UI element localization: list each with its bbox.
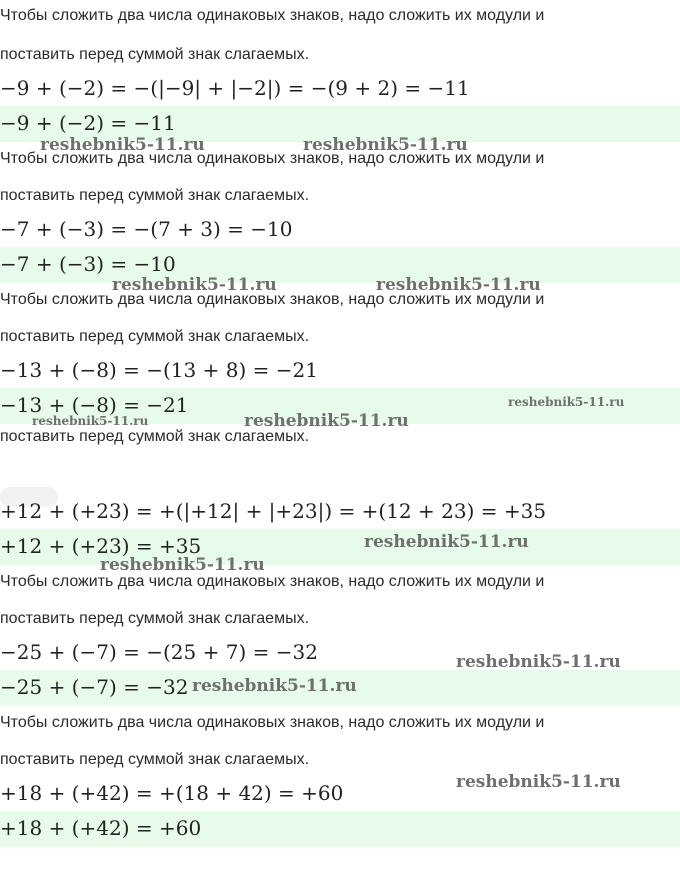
computation: −9 + (−2) = −(|−9| + |−2|) = −(9 + 2) = −11 xyxy=(0,76,470,100)
rule-text-line1: Чтобы сложить два числа одинаковых знаков, надо сложить их модули и xyxy=(0,7,545,24)
watermark: reshebnik5-11.ru xyxy=(456,652,621,672)
watermark: reshebnik5-11.ru xyxy=(456,772,621,792)
watermark: reshebnik5-11.ru xyxy=(32,414,149,428)
rule-text-line1: Чтобы сложить два числа одинаковых знаков, надо сложить их модули и xyxy=(0,714,545,731)
answer: −25 + (−7) = −32 xyxy=(0,675,189,699)
computation: +18 + (+42) = +(18 + 42) = +60 xyxy=(0,781,344,805)
rule-text-line2: поставить перед суммой знак слагаемых. xyxy=(0,187,310,204)
rule-text-line1: Чтобы сложить два числа одинаковых знаков, надо сложить их модули и xyxy=(0,291,545,308)
answer: −13 + (−8) = −21 xyxy=(0,393,189,417)
answer-box xyxy=(0,247,680,283)
watermark: reshebnik5-11.ru xyxy=(244,411,409,431)
rule-text-line2: поставить перед суммой знак слагаемых. xyxy=(0,428,310,445)
watermark: reshebnik5-11.ru xyxy=(376,275,541,295)
watermark: reshebnik5-11.ru xyxy=(100,555,265,575)
watermark: reshebnik5-11.ru xyxy=(40,135,205,155)
watermark: reshebnik5-11.ru xyxy=(364,532,529,552)
computation: −7 + (−3) = −(7 + 3) = −10 xyxy=(0,217,293,241)
watermark: reshebnik5-11.ru xyxy=(192,676,357,696)
rule-text-line2: поставить перед суммой знак слагаемых. xyxy=(0,46,310,63)
rule-text-line1: Чтобы сложить два числа одинаковых знаков, надо сложить их модули и xyxy=(0,573,545,590)
watermark: reshebnik5-11.ru xyxy=(508,395,625,409)
answer: +18 + (+42) = +60 xyxy=(0,816,202,840)
computation: −25 + (−7) = −(25 + 7) = −32 xyxy=(0,640,318,664)
answer: −7 + (−3) = −10 xyxy=(0,252,176,276)
rule-text-line1: Чтобы сложить два числа одинаковых знаков, надо сложить их модули и xyxy=(0,150,545,167)
rule-text-line2: поставить перед суммой знак слагаемых. xyxy=(0,751,310,768)
rule-text-line2: поставить перед суммой знак слагаемых. xyxy=(0,328,310,345)
watermark: reshebnik5-11.ru xyxy=(303,135,468,155)
computation: +12 + (+23) = +(|+12| + |+23|) = +(12 + 23) = +35 xyxy=(0,499,547,523)
answer: −9 + (−2) = −11 xyxy=(0,111,176,135)
computation: −13 + (−8) = −(13 + 8) = −21 xyxy=(0,358,318,382)
watermark: reshebnik5-11.ru xyxy=(112,275,277,295)
answer-box xyxy=(0,811,680,847)
rule-text-line2: поставить перед суммой знак слагаемых. xyxy=(0,610,310,627)
answer: +12 + (+23) = +35 xyxy=(0,534,202,558)
